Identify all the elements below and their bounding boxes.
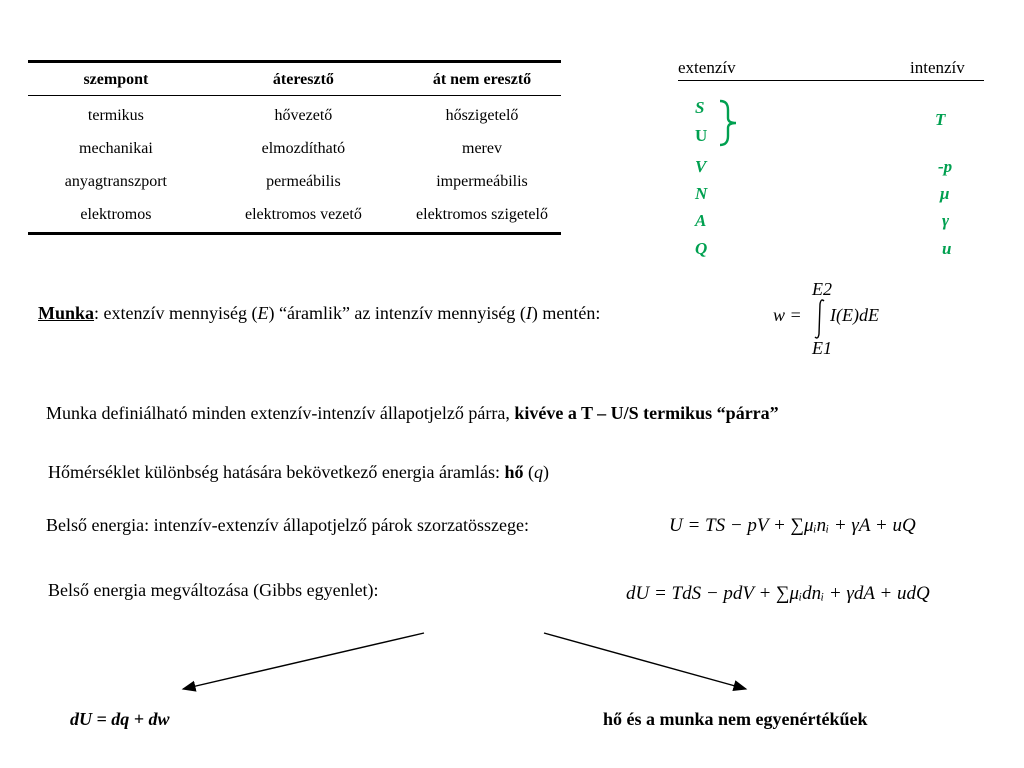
table-cell: anyagtranszport	[64, 173, 167, 190]
work-text-c: ) mentén:	[531, 303, 601, 323]
extensive-q: Q	[695, 239, 708, 258]
intensive-mu: μ	[940, 184, 950, 203]
gibbs-equation: dU = TdS − pdV + ∑μᵢdnᵢ + γdA + udQ	[626, 583, 930, 604]
heat-paren-open: (	[523, 462, 535, 482]
integral-body: I(E)dE	[830, 305, 879, 325]
table-cell: mechanikai	[79, 140, 153, 157]
table-cell: elmozdítható	[261, 140, 346, 157]
table-cell: impermeábilis	[436, 173, 528, 190]
heat-term: hő	[504, 462, 524, 482]
table-cell: termikus	[87, 107, 144, 124]
table-cell: merev	[462, 140, 502, 157]
symbol-i: I	[525, 303, 532, 323]
integral-lower-limit: E1	[812, 338, 832, 358]
right-arrow-icon	[544, 633, 746, 689]
extensive-a: A	[695, 211, 707, 230]
integral-lhs: w =	[773, 305, 802, 325]
work-text-a: : extenzív mennyiség (	[94, 303, 258, 323]
heat-definition-text: Hőmérséklet különbség hatására bekövetkező energia áramlás:	[48, 462, 505, 482]
work-definability-exception: kivéve a T – U/S termikus “párra”	[514, 403, 779, 423]
extensive-n: N	[695, 184, 708, 203]
integral-upper-limit: E2	[812, 279, 832, 299]
intensive-gamma: γ	[942, 211, 950, 230]
table-cell: hővezető	[274, 107, 333, 124]
internal-energy-line: Belső energia: intenzív-extenzív állapotjelző párok szorzatösszege:	[46, 515, 529, 535]
work-term: Munka	[38, 303, 95, 323]
header-at-nem-ereszto: át nem eresztő	[432, 71, 532, 88]
work-text-b: ) “áramlik” az intenzív mennyiség (	[268, 303, 526, 323]
extensive-u: U	[695, 126, 708, 145]
header-szempont: szempont	[83, 71, 149, 88]
heat-work-nonequivalence: hő és a munka nem egyenértékűek	[603, 709, 868, 729]
table-cell: elektromos szigetelő	[416, 206, 548, 223]
intensive-t: T	[935, 110, 946, 129]
internal-energy-equation: U = TS − pV + ∑μᵢnᵢ + γA + uQ	[669, 515, 916, 536]
first-law-equation: dU = dq + dw	[70, 709, 170, 729]
table-cell: permeábilis	[266, 173, 341, 190]
table-cell: elektromos	[80, 206, 152, 223]
intensive-minus-p: -p	[938, 157, 953, 176]
extensive-s: S	[695, 98, 705, 117]
intensive-u: u	[942, 239, 952, 258]
left-arrow-icon	[183, 633, 424, 689]
gibbs-equation-line: Belső energia megváltozása (Gibbs egyenlet):	[48, 580, 379, 600]
symbol-q: q	[534, 462, 544, 482]
extensive-header: extenzív	[678, 58, 736, 77]
heat-paren-close: )	[543, 462, 550, 482]
header-ateereszto: áteresztő	[272, 71, 334, 88]
table-cell: elektromos vezető	[244, 206, 362, 223]
table-cell: hőszigetelő	[445, 107, 519, 124]
extensive-v: V	[695, 157, 707, 176]
symbol-e: E	[257, 303, 269, 323]
intensive-header: intenzív	[910, 58, 965, 77]
work-definability-text: Munka definiálható minden extenzív-intenzív állapotjelző párra,	[46, 403, 515, 423]
